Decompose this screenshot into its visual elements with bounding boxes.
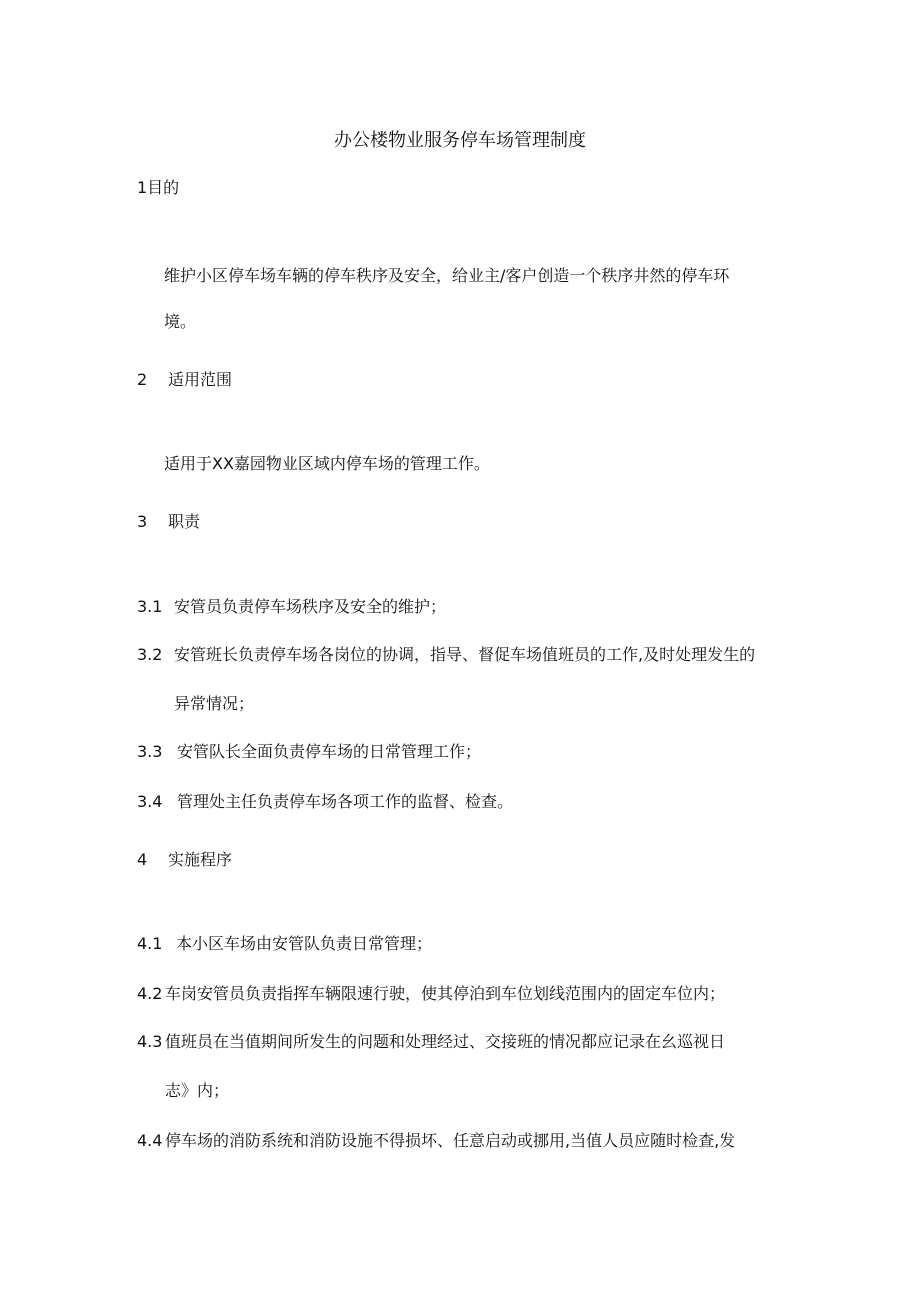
item-3-2-text: 安管班长负责停车场各岗位的协调，指导、督促车场值班员的工作,及时处理发生的 bbox=[174, 645, 756, 664]
item-3-4-text: 管理处主任负责停车场各项工作的监督、检查。 bbox=[177, 792, 514, 811]
item-4-3-text: 值班员在当值期间所发生的问题和处理经过、交接班的情况都应记录在幺巡视日 bbox=[165, 1032, 726, 1051]
item-3-2-continuation: 异常情况； bbox=[174, 694, 255, 713]
section-1-paragraph-line-2: 境。 bbox=[164, 312, 197, 331]
section-2-heading: 适用范围 bbox=[168, 370, 233, 389]
section-4-number: 4 bbox=[137, 850, 148, 869]
section-4-heading: 实施程序 bbox=[168, 850, 233, 869]
item-4-4-text: 停车场的消防系统和消防设施不得损坏、任意启动或挪用,当值人员应随时检查,发 bbox=[165, 1131, 736, 1150]
section-3-number: 3 bbox=[137, 512, 148, 531]
item-4-4-number: 4.4 bbox=[137, 1131, 163, 1150]
item-4-3-number: 4.3 bbox=[137, 1032, 163, 1051]
section-1-paragraph-line-1: 维护小区停车场车辆的停车秩序及安全，给业主/客户创造一个秩序井然的停车环 bbox=[164, 266, 730, 285]
item-4-3-continuation: 志》内； bbox=[165, 1081, 230, 1100]
section-3-heading: 职责 bbox=[168, 512, 201, 531]
item-4-2-number: 4.2 bbox=[137, 984, 163, 1003]
item-3-1-number: 3.1 bbox=[137, 597, 163, 616]
section-2-paragraph: 适用于XX嘉园物业区域内停车场的管理工作。 bbox=[164, 454, 490, 473]
item-3-3-text: 安管队长全面负责停车场的日常管理工作； bbox=[177, 742, 482, 761]
section-1-heading: 1目的 bbox=[137, 178, 180, 197]
item-4-1-number: 4.1 bbox=[137, 934, 163, 953]
item-3-4-number: 3.4 bbox=[137, 792, 163, 811]
item-3-3-number: 3.3 bbox=[137, 742, 163, 761]
item-3-1-text: 安管员负责停车场秩序及安全的维护； bbox=[174, 597, 447, 616]
item-3-2-number: 3.2 bbox=[137, 645, 163, 664]
document-title: 办公楼物业服务停车场管理制度 bbox=[334, 130, 586, 151]
section-2-number: 2 bbox=[137, 370, 148, 389]
item-4-2-text: 车岗安管员负责指挥车辆限速行驶，使其停泊到车位划线范围内的固定车位内； bbox=[165, 984, 726, 1003]
item-4-1-text: 本小区车场由安管队负责日常管理； bbox=[176, 934, 433, 953]
